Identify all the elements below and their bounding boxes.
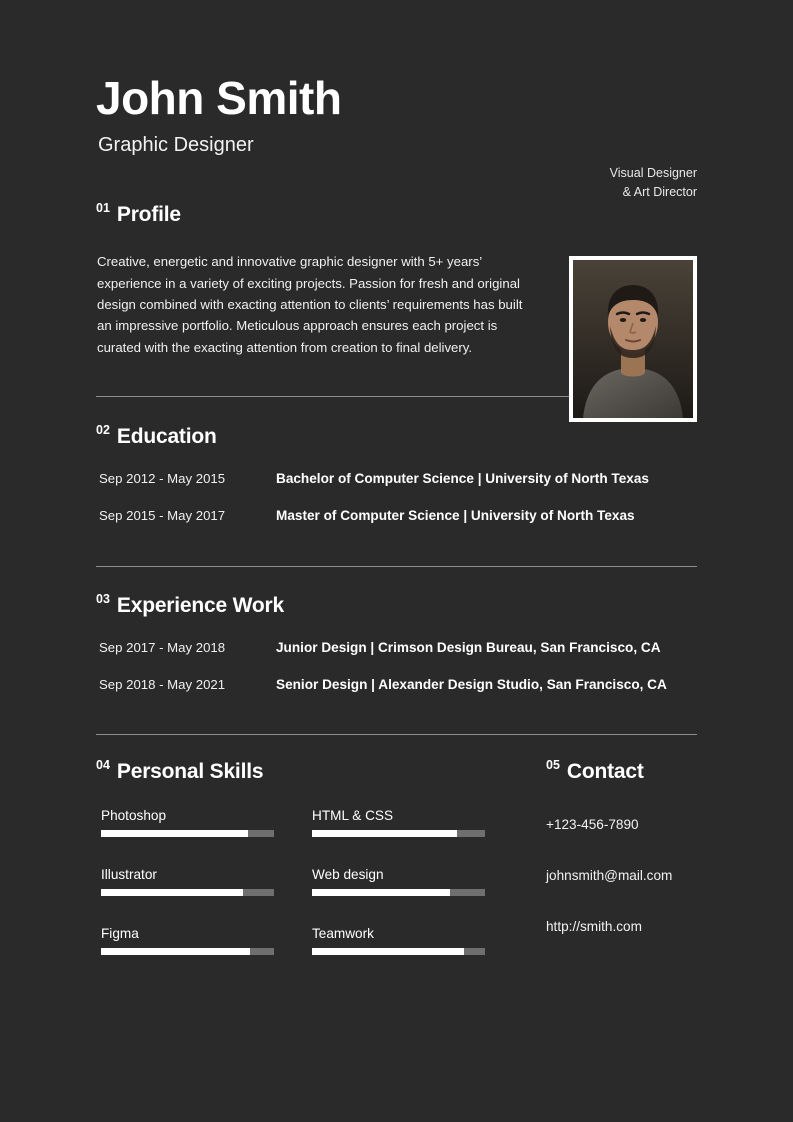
contact-email[interactable]: johnsmith@mail.com xyxy=(546,868,673,884)
entry-description: Master of Computer Science | University of North Texas xyxy=(276,508,635,524)
skill-label: Teamwork xyxy=(312,926,374,942)
contact-section-number: 05 xyxy=(546,758,560,773)
entry-description: Senior Design | Alexander Design Studio, San Francisco, CA xyxy=(276,677,667,693)
section-contact xyxy=(546,760,697,955)
contact-section-title: Contact xyxy=(566,760,644,784)
skills-section-number: 04 xyxy=(96,758,110,773)
skill-bar xyxy=(101,830,274,837)
entry-date: Sep 2012 - May 2015 xyxy=(99,471,226,487)
list-item xyxy=(312,926,485,955)
skill-label: Illustrator xyxy=(101,867,157,883)
contact-heading xyxy=(546,760,697,784)
skill-bar-fill xyxy=(312,948,464,955)
skill-bar-fill xyxy=(101,830,248,837)
skill-label: Figma xyxy=(101,926,139,942)
entry-date: Sep 2015 - May 2017 xyxy=(99,508,226,524)
section-experience xyxy=(96,594,697,735)
avatar xyxy=(569,256,697,422)
contact-list xyxy=(546,817,697,934)
profile-heading xyxy=(96,203,697,227)
entry-description: Bachelor of Computer Science | University of North Texas xyxy=(276,471,649,487)
skill-bar-fill xyxy=(312,889,450,896)
skill-bar xyxy=(312,948,485,955)
page-title: John Smith xyxy=(96,72,342,124)
header-tagline xyxy=(610,164,697,203)
skill-bar xyxy=(101,889,274,896)
skill-label: HTML & CSS xyxy=(312,808,394,824)
job-role: Graphic Designer xyxy=(98,134,254,157)
resume-content xyxy=(96,0,697,955)
skills-section-title: Personal Skills xyxy=(116,760,264,784)
skill-bar-fill xyxy=(101,948,250,955)
skill-label: Web design xyxy=(312,867,384,883)
list-item xyxy=(312,867,485,896)
list-item xyxy=(96,677,697,692)
profile-body-wrap xyxy=(96,251,697,358)
entry-date: Sep 2018 - May 2021 xyxy=(99,677,226,693)
tagline-line-2: & Art Director xyxy=(622,185,697,200)
education-heading xyxy=(96,425,697,449)
skill-bar xyxy=(101,948,274,955)
education-section-number: 02 xyxy=(96,423,110,438)
skill-bar-fill xyxy=(312,830,457,837)
list-item xyxy=(96,471,697,486)
list-item xyxy=(312,808,485,837)
entry-description: Junior Design | Crimson Design Bureau, San Francisco, CA xyxy=(276,640,661,656)
skill-bar xyxy=(312,889,485,896)
entry-date: Sep 2017 - May 2018 xyxy=(99,640,226,656)
section-profile xyxy=(96,203,697,397)
tagline-line-1: Visual Designer xyxy=(609,166,697,180)
contact-website[interactable]: http://smith.com xyxy=(546,919,642,935)
list-item xyxy=(96,508,697,523)
skills-column-right xyxy=(312,808,485,955)
skill-bar-fill xyxy=(101,889,243,896)
list-item xyxy=(96,640,697,655)
skills-grid xyxy=(96,808,546,955)
bottom-row xyxy=(96,760,697,955)
skills-column-left xyxy=(101,808,274,955)
profile-text: Creative, energetic and innovative graphic designer with 5+ years’ experience in a variety of exciting projects. Passion for fresh and original design combined with exacting attention to clients’ requirements has built an impressive portfolio. Meticulous approach ensures each project is curated with the exacting attention from creation to final delivery. xyxy=(97,254,523,355)
education-section-title: Education xyxy=(116,425,217,449)
profile-section-number: 01 xyxy=(96,201,110,216)
list-item xyxy=(101,867,274,896)
resume-header xyxy=(96,0,697,200)
profile-section-title: Profile xyxy=(116,203,181,227)
list-item xyxy=(101,926,274,955)
divider-after-education xyxy=(96,566,697,567)
section-skills xyxy=(96,760,546,955)
skill-bar xyxy=(312,830,485,837)
experience-section-title: Experience Work xyxy=(116,594,284,618)
portrait-photo-icon xyxy=(573,260,693,418)
skill-label: Photoshop xyxy=(101,808,167,824)
experience-section-number: 03 xyxy=(96,592,110,607)
skills-heading xyxy=(96,760,546,784)
experience-heading xyxy=(96,594,697,618)
divider-after-experience xyxy=(96,734,697,735)
contact-phone[interactable]: +123-456-7890 xyxy=(546,817,639,833)
section-education xyxy=(96,425,697,567)
list-item xyxy=(101,808,274,837)
